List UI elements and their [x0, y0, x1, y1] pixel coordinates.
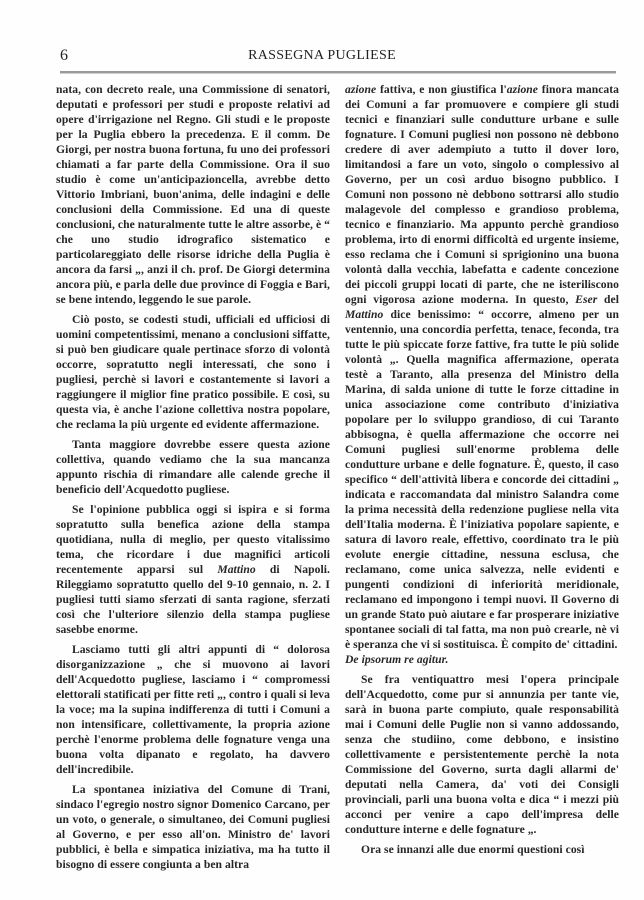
header-rule: [60, 71, 616, 74]
paragraph: Lasciamo tutti gli altri appunti di “ dolorosa disorganizzazione „ che si muovono ai lavori dell'Acquedotto pugliese, lasciamo i “ compromessi elettorali statificati per fitte reti „, contro i quali si leva la voce; ma la supina indifferenza di tutti i Comuni a non intensificare, collettivamente, la propria azione perchè l'enorme problema delle fognature venga una buona volta dipanato e regolato, ha davvero dell'incredibile.: [56, 643, 330, 776]
italic-text: Mattino: [217, 563, 256, 576]
paragraph: Ora se innanzi alle due enormi questioni così: [361, 843, 585, 856]
latin-phrase: [345, 652, 619, 667]
italic-text: Mattino: [345, 308, 384, 321]
running-title: RASSEGNA PUGLIESE: [248, 48, 396, 63]
paragraph: Ciò posto, se codesti studi, ufficiali ed ufficiosi di uomini competentissimi, menano a conclusioni siffatte, si può ben giudicare quale pertinace sforzo di volontà occorre, sopratutto negli interessati, che sono i pugliesi, perchè si lavori e costantemente si lavori a raggiungere il miglior fine pratico possibile. E così, su questa via, è anche l'azione collettiva nostra popolare, che reclama la più urgente ed evidente affermazione.: [56, 313, 330, 431]
italic-text: De ipsorum re agitur.: [345, 653, 449, 666]
page-number: 6: [60, 47, 68, 64]
paragraph: azione fattiva, e non giustifica l'azione finora mancata dei Comuni a far promuovere e compiere gli studi tecnici e finanziari sulle condutture urbane e sulle fognature. I Comuni pugliesi non possono nè debbono credere di aver adempiuto a tutto il dover loro, limitandosi a fare un voto, singolo o complessivo al Governo, per un così arduo bisogno pubblico. I Comuni non possono nè debbono sottrarsi allo studio malagevole del complesso e grandioso problema, tecnico e finanziario. Ma appunto perchè grandioso problema, irto di enormi difficoltà ed urgente insieme, esso reclama che i Comuni si sprigionino una buona volontà dalla vecchia, labefatta e cadente concezione dei piccoli gruppi locati di parte, che ne isteriliscono ogni vigorosa azione moderna. In questo, Eser del Mattino dice benissimo: “ occorre, almeno per un ventennio, una concordia perfetta, tenace, feconda, tra tutte le più spiccate forze fattive, fra tutte le più solide volontà „. Quella magnifica affermazione, operata testè a Taranto, alla presenza del Ministro della Marina, di salda unione di tutte le forze cittadine in unica associazione come contributo d'iniziativa popolare per lo sviluppo grandioso, di cui Taranto abbisogna, è quella affermazione che occorre nei Comuni pugliesi sull'enorme problema delle condutture urbane e delle fognature. È, questo, il caso specifico “ dell'attività libera e concorde dei cittadini „ indicata e raccomandata dal ministro Salandra come la prima necessità della redenzione pugliese nella vita dell'Italia moderna. È l'iniziativa popolare sapiente, e satura di lavoro reale, effettivo, coordinato tra le più evolute energie cittadine, nessuna esclusa, che reclamano, come unica salvezza, nelle evidenti e pungenti condizioni di inferiorità meridionale, reclamano ed impongono i tempi nuovi. Il Governo di un grande Stato può aiutare e far prosperare iniziative spontanee sociali di tal fatta, ma non può crearle, nè vi è speranza che vi si sostituisca. È compito de' cittadini.: [345, 83, 619, 651]
paragraph: Tanta maggiore dovrebbe essere questa azione collettiva, quando vediamo che la sua mancanza appunto rischia di rimandare alle calende greche il beneficio dell'Acquedotto pugliese.: [56, 438, 330, 496]
left-column: [56, 82, 330, 877]
paragraph: Se l'opinione pubblica oggi si ispira e si forma sopratutto sulla benefica azione della stampa quotidiana, nulla di meglio, per questo vitalissimo tema, che ricordare i due magnifici articoli recentemente apparsi sul Mattino di Napoli. Rileggiamo sopratutto quello del 9-10 gennaio, n. 2. I pugliesi tutti siamo sferzati di santa ragione, sferzati così che l'ulteriore silenzio della stampa pugliese sasebbe enorme.: [56, 503, 330, 636]
italic-text: azione: [345, 83, 377, 96]
paragraph: Se fra ventiquattro mesi l'opera principale dell'Acquedotto, come pur si annunzia per tante vie, sarà in buona parte compiuto, quale responsabilità mai i Comuni delle Puglie non si vanno addossando, senza che studiino, come debbono, e insistino collettivamente e persistentemente perchè la nota Commissione del Governo, surta dagli allarmi de' deputati nella Camera, da' voti dei Consigli provinciali, parli una buona volta e dica “ i mezzi più acconci per venire a capo dell'impresa delle condutture interne e delle fognature „.: [345, 673, 619, 836]
paragraph: nata, con decreto reale, una Commissione di senatori, deputati e professori per studi e proposte relativi ad opere d'irrigazione nel Regno. Gli studi e le proposte per la Puglia ebbero la precedenza. E il comm. De Giorgi, per nostra buona fortuna, fu uno dei professori chiamati a far parte della Commissione. Ora il suo studio è come un'anticipazioncella, avrebbe detto Vittorio Imbriani, buon'anima, delle indagini e delle conclusioni della Commissione. Ed una di queste conclusioni, che naturalmente tutte le altre assorbe, è “ che uno studio idrografico sistematico e particolareggiato delle risorse idriche della Puglia è ancora da farsi „, anzi il ch. prof. De Giorgi determina ancora più, e parla delle due province di Foggia e Bari, se bene intendo, leggendo le sue parole.: [56, 83, 330, 306]
paragraph: La spontanea iniziativa del Comune di Trani, sindaco l'egregio nostro signor Domenico Carcano, per un voto, o generale, o simultaneo, dei Comuni pugliesi al Governo, e per esso all'on. Ministro de' lavori pubblici, è bella e simpatica iniziativa, ma ha tutto il bisogno di essere congiunta a ben altra: [56, 783, 330, 871]
italic-text: azione: [506, 83, 539, 96]
right-column: [345, 82, 619, 862]
italic-text: Eser: [575, 293, 598, 306]
